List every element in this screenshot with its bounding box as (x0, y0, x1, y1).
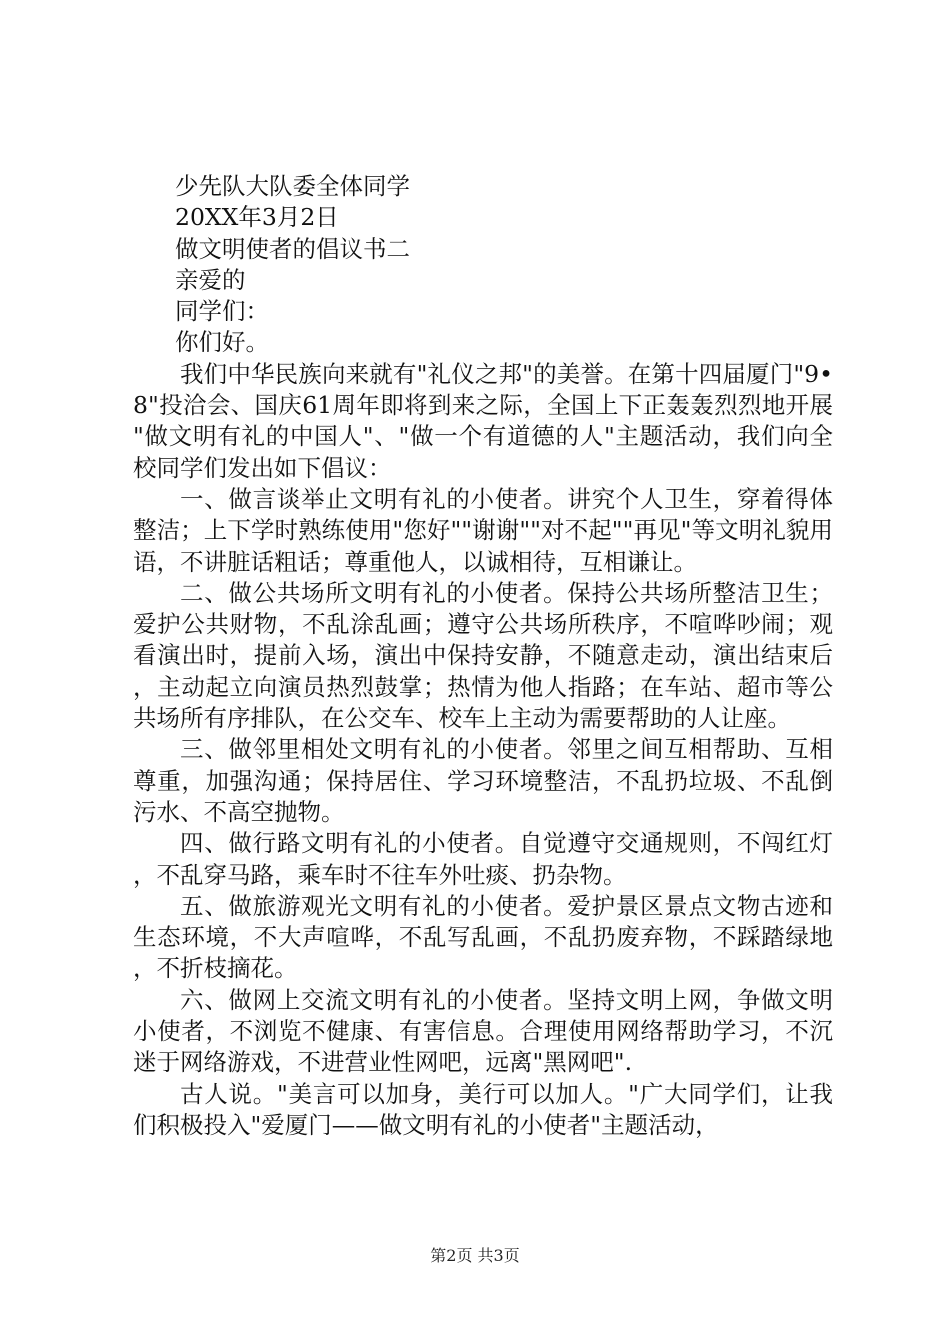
document-title: 做文明使者的倡议书二 (175, 234, 410, 263)
salutation-line-2: 同学们： (175, 297, 269, 326)
paragraph-item-6: 六、做网上交流文明有礼的小使者。坚持文明上网，争做文明小使者，不浏览不健康、有害信息。合理使用网络帮助学习，不沉迷于网络游戏，不进营业性网吧，远离"黑网吧". (133, 985, 833, 1077)
paragraph-intro: 我们中华民族向来就有"礼仪之邦"的美誉。在第十四届厦门"9•8"投洽会、国庆61周年即将到来之际，全国上下正轰轰烈烈地开展"做文明有礼的中国人"、"做一个有道德的人"主题活动，我们向全校同学们发出如下倡议： (133, 359, 833, 482)
recipient-line: 少先队大队委全体同学 (175, 172, 410, 200)
greeting-line: 你们好。 (175, 328, 269, 357)
page-number-footer: 第2页 共3页 (430, 1246, 520, 1265)
paragraph-item-5: 五、做旅游观光文明有礼的小使者。爱护景区景点文物古迹和生态环境，不大声喧哗，不乱写乱画，不乱扔废弃物，不踩踏绿地，不折枝摘花。 (133, 891, 833, 983)
document-body (133, 171, 833, 1141)
paragraph-closing: 古人说。"美言可以加身，美行可以加人。"广大同学们，让我们积极投入"爱厦门——做文明有礼的小使者"主题活动， (133, 1079, 833, 1139)
paragraph-item-1: 一、做言谈举止文明有礼的小使者。讲究个人卫生，穿着得体整洁；上下学时熟练使用"您好""谢谢""对不起""再见"等文明礼貌用语，不讲脏话粗话；尊重他人，以诚相待，互相谦让。 (133, 484, 833, 576)
paragraph-item-3: 三、做邻里相处文明有礼的小使者。邻里之间互相帮助、互相尊重，加强沟通；保持居住、学习环境整洁，不乱扔垃圾、不乱倒污水、不高空抛物。 (133, 735, 833, 826)
salutation-line: 亲爱的 (175, 265, 246, 294)
date-line: 20XX年3月2日 (175, 203, 339, 232)
paragraph-item-2: 二、做公共场所文明有礼的小使者。保持公共场所整洁卫生；爱护公共财物，不乱涂乱画；遵守公共场所秩序，不喧哗吵闹；观看演出时，提前入场，演出中保持安静，不随意走动，演出结束后，主动起立向演员热烈鼓掌；热情为他人指路；在车站、超市等公共场所有序排队，在公交车、校车上主动为需要帮助的人让座。 (133, 578, 833, 733)
paragraph-item-4: 四、做行路文明有礼的小使者。自觉遵守交通规则，不闯红灯，不乱穿马路，乘车时不往车外吐痰、扔杂物。 (133, 829, 833, 889)
